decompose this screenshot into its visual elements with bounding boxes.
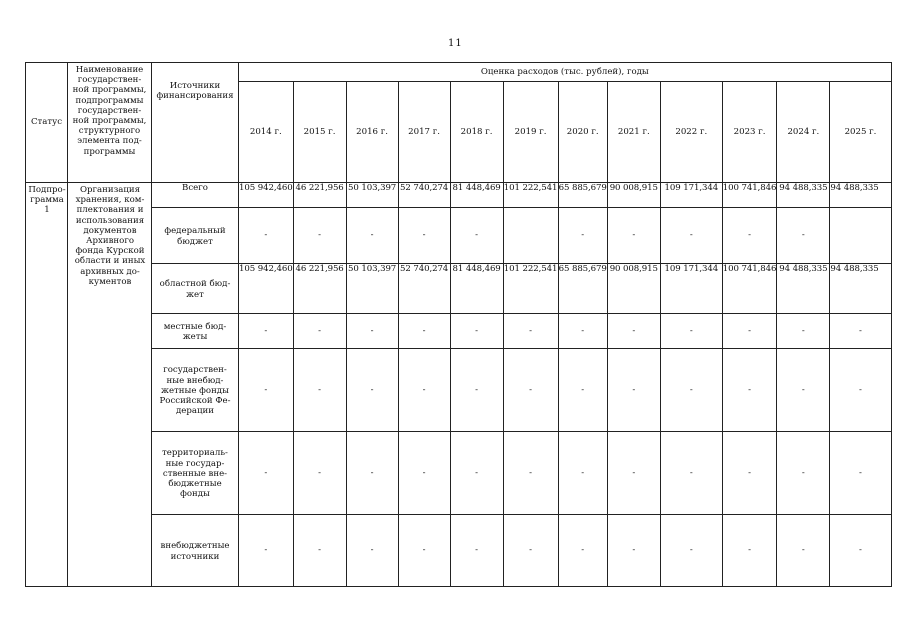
table-row (26, 264, 892, 314)
header-year: 2018 г. (450, 82, 503, 183)
empty-cell: - (777, 432, 830, 515)
empty-cell: - (558, 432, 607, 515)
empty-cell: - (722, 515, 777, 587)
empty-cell: - (239, 208, 294, 264)
header-estimate: Оценка расходов (тыс. рублей), годы (239, 63, 892, 82)
value-cell: 90 008,915 (607, 183, 660, 208)
value-cell: 52 740,274 (398, 183, 450, 208)
value-cell: 101 222,541 (503, 264, 558, 314)
empty-cell: - (398, 349, 450, 432)
empty-cell: - (239, 515, 294, 587)
empty-cell (830, 208, 891, 264)
empty-cell: - (660, 314, 722, 349)
empty-cell: - (777, 515, 830, 587)
empty-cell: - (293, 432, 346, 515)
empty-cell: - (293, 515, 346, 587)
empty-cell: - (830, 515, 891, 587)
value-cell: 94 488,335 (777, 183, 830, 208)
empty-cell: - (346, 432, 398, 515)
empty-cell: - (450, 208, 503, 264)
table-row (26, 183, 892, 208)
empty-cell: - (607, 349, 660, 432)
empty-cell: - (777, 349, 830, 432)
table-row (26, 314, 892, 349)
header-year: 2014 г. (239, 82, 294, 183)
empty-cell: - (239, 432, 294, 515)
empty-cell: - (346, 349, 398, 432)
value-cell: 109 171,344 (660, 264, 722, 314)
empty-cell: - (607, 314, 660, 349)
empty-cell: - (660, 349, 722, 432)
empty-cell: - (777, 314, 830, 349)
value-cell: 105 942,460 (239, 183, 294, 208)
value-cell: 81 448,469 (450, 183, 503, 208)
value-cell: 46 221,956 (293, 183, 346, 208)
empty-cell: - (558, 515, 607, 587)
empty-cell: - (398, 314, 450, 349)
value-cell: 52 740,274 (398, 264, 450, 314)
subprogram-name: Организация хранения, ком-плектования и использования документов Архивного фонда Курской области и иных архивных до-кументов (68, 183, 152, 587)
page-number: 11 (448, 38, 463, 49)
empty-cell: - (722, 208, 777, 264)
empty-cell: - (830, 314, 891, 349)
empty-cell: - (450, 349, 503, 432)
empty-cell: - (450, 515, 503, 587)
source-label: Всего (152, 183, 239, 208)
header-status: Статус (26, 63, 68, 183)
value-cell: 90 008,915 (607, 264, 660, 314)
source-label: территориаль- ные государ- ственные вне- бюджетные фонды (152, 432, 239, 515)
empty-cell: - (293, 314, 346, 349)
value-cell: 101 222,541 (503, 183, 558, 208)
value-cell: 109 171,344 (660, 183, 722, 208)
value-cell: 81 448,469 (450, 264, 503, 314)
table-row (26, 208, 892, 264)
empty-cell: - (660, 208, 722, 264)
header-year: 2019 г. (503, 82, 558, 183)
value-cell: 65 885,679 (558, 264, 607, 314)
value-cell: 100 741,846 (722, 183, 777, 208)
header-year: 2025 г. (830, 82, 891, 183)
table-row (26, 515, 892, 587)
empty-cell: - (722, 349, 777, 432)
empty-cell: - (293, 208, 346, 264)
value-cell: 94 488,335 (777, 264, 830, 314)
empty-cell: - (346, 208, 398, 264)
value-cell: 94 488,335 (830, 264, 891, 314)
empty-cell: - (239, 314, 294, 349)
value-cell: 94 488,335 (830, 183, 891, 208)
empty-cell: - (558, 208, 607, 264)
empty-cell: - (558, 314, 607, 349)
empty-cell: - (660, 515, 722, 587)
header-sources: Источники финансирования (152, 63, 239, 183)
empty-cell: - (503, 432, 558, 515)
header-year: 2023 г. (722, 82, 777, 183)
value-cell: 105 942,460 (239, 264, 294, 314)
value-cell: 100 741,846 (722, 264, 777, 314)
empty-cell: - (239, 349, 294, 432)
empty-cell: - (293, 349, 346, 432)
value-cell: 50 103,397 (346, 183, 398, 208)
empty-cell: - (398, 432, 450, 515)
empty-cell: - (722, 432, 777, 515)
source-label: федеральный бюджет (152, 208, 239, 264)
value-cell: 65 885,679 (558, 183, 607, 208)
empty-cell: - (660, 432, 722, 515)
empty-cell: - (398, 208, 450, 264)
empty-cell: - (830, 432, 891, 515)
value-cell: 46 221,956 (293, 264, 346, 314)
empty-cell (503, 208, 558, 264)
empty-cell: - (722, 314, 777, 349)
empty-cell: - (777, 208, 830, 264)
empty-cell: - (450, 314, 503, 349)
empty-cell: - (503, 515, 558, 587)
empty-cell: - (830, 349, 891, 432)
header-year: 2016 г. (346, 82, 398, 183)
header-year: 2017 г. (398, 82, 450, 183)
header-year: 2020 г. (558, 82, 607, 183)
empty-cell: - (607, 515, 660, 587)
empty-cell: - (346, 515, 398, 587)
header-year: 2022 г. (660, 82, 722, 183)
empty-cell: - (346, 314, 398, 349)
empty-cell: - (607, 208, 660, 264)
value-cell: 50 103,397 (346, 264, 398, 314)
source-label: внебюджетные источники (152, 515, 239, 587)
empty-cell: - (503, 314, 558, 349)
source-label: государствен- ные внебюд- жетные фонды Российской Фе- дерации (152, 349, 239, 432)
header-year: 2024 г. (777, 82, 830, 183)
empty-cell: - (503, 349, 558, 432)
header-year: 2021 г. (607, 82, 660, 183)
budget-table (25, 62, 892, 587)
empty-cell: - (558, 349, 607, 432)
empty-cell: - (398, 515, 450, 587)
empty-cell: - (607, 432, 660, 515)
empty-cell: - (450, 432, 503, 515)
header-year: 2015 г. (293, 82, 346, 183)
table-row (26, 349, 892, 432)
header-name: Наименование государствен- ной программы, подпрограммы государствен- ной программы, структурного элемента под- программы (68, 63, 152, 183)
subprogram-status: Подпро- грамма 1 (26, 183, 68, 587)
table-row (26, 432, 892, 515)
source-label: областной бюд- жет (152, 264, 239, 314)
source-label: местные бюд- жеты (152, 314, 239, 349)
